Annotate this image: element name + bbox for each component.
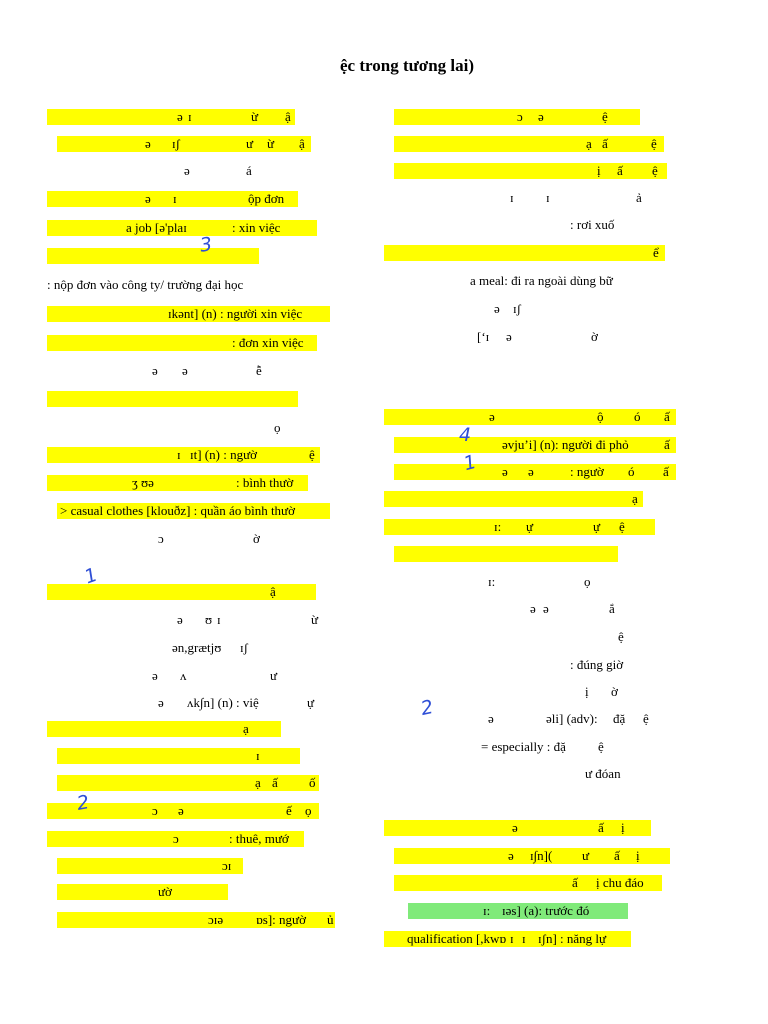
text-fragment: a job [ə'plaɪ	[126, 220, 187, 235]
right-line	[0, 136, 768, 152]
handwritten-number: 2	[75, 791, 91, 815]
text-fragment: ệ	[643, 711, 649, 726]
text-fragment: ɪ	[217, 612, 221, 627]
text-fragment: ə	[158, 695, 164, 710]
text-fragment: ʌ	[180, 668, 187, 683]
text-fragment: ư	[246, 136, 254, 151]
right-line	[0, 657, 768, 673]
text-fragment: əvju’i] (n): người đi phỏ	[502, 437, 629, 452]
text-fragment: ə	[145, 191, 151, 206]
text-fragment: ə	[182, 363, 188, 378]
text-fragment: ɪ∫n](	[530, 848, 553, 863]
text-fragment: ậ	[270, 584, 276, 599]
text-fragment: ɪ	[546, 190, 550, 205]
right-line	[0, 574, 768, 590]
text-fragment: = especially : đặ	[481, 739, 566, 754]
right-line	[0, 464, 768, 480]
text-fragment: ạ	[255, 775, 261, 790]
right-line	[0, 409, 768, 425]
text-fragment: : đúng giờ	[570, 657, 624, 672]
text-fragment: : nộp đơn vào công ty/ trường đại học	[47, 277, 244, 292]
text-fragment: ệ	[309, 447, 315, 462]
text-fragment: ə	[528, 464, 534, 479]
text-fragment: ậ	[299, 136, 305, 151]
text-fragment: ə	[530, 601, 536, 616]
highlight-bar	[384, 409, 676, 425]
text-fragment: ừ	[311, 612, 319, 627]
text-fragment: ɪ	[510, 190, 514, 205]
right-line	[0, 848, 768, 864]
highlight-bar	[394, 546, 618, 562]
right-line	[0, 711, 768, 727]
text-fragment: ɪʃ	[513, 301, 521, 316]
text-fragment: ị chu đáo	[596, 875, 644, 890]
text-fragment: ấ	[663, 464, 669, 479]
text-fragment: ɪʃn] : năng lự	[538, 931, 607, 946]
left-line	[0, 363, 768, 379]
text-fragment: ự	[307, 695, 315, 710]
text-fragment: ɪ	[188, 109, 192, 124]
text-fragment: ɔɪ	[222, 858, 232, 873]
text-fragment: ị	[621, 820, 625, 835]
right-line	[0, 739, 768, 755]
text-fragment: ən,grætjʊ	[172, 640, 222, 655]
right-line	[0, 684, 768, 700]
text-fragment: ừ	[251, 109, 259, 124]
text-fragment: ệ	[602, 109, 608, 124]
right-line	[0, 601, 768, 617]
text-fragment: ấ	[572, 875, 578, 890]
text-fragment: ệ	[651, 136, 657, 151]
text-fragment: ə	[489, 409, 495, 424]
text-fragment: ə	[506, 329, 512, 344]
text-fragment: ɪ:	[483, 903, 491, 918]
text-fragment: ó	[634, 409, 641, 424]
text-fragment: ə	[538, 109, 544, 124]
text-fragment: ế	[286, 803, 292, 818]
text-fragment: : xin việc	[232, 220, 281, 235]
text-fragment: ɔɪə	[208, 912, 224, 927]
text-fragment: ɒs]: ngườ	[256, 912, 306, 927]
text-fragment: ɔ	[158, 531, 164, 546]
text-fragment: ə	[177, 612, 183, 627]
text-fragment: ə	[543, 601, 549, 616]
highlight-bar	[384, 245, 665, 261]
right-line	[0, 820, 768, 836]
text-fragment: ấ	[272, 775, 278, 790]
right-line	[0, 903, 768, 919]
text-fragment: ễ	[256, 363, 262, 378]
text-fragment: ó	[628, 464, 635, 479]
right-line	[0, 163, 768, 179]
text-fragment: ɪ	[522, 931, 526, 946]
text-fragment: a meal: đi ra ngoài dùng bữ	[470, 273, 613, 288]
text-fragment: : ngườ	[570, 464, 604, 479]
text-fragment: ʌk∫n] (n) : việ	[187, 695, 259, 710]
text-fragment: ə	[178, 803, 184, 818]
text-fragment: ấ	[664, 437, 670, 452]
text-fragment: > casual clothes [klouðz] : quần áo bình thườ	[60, 503, 295, 518]
handwritten-number: 1	[81, 563, 101, 589]
text-fragment: [‘ɪ	[477, 329, 490, 344]
text-fragment: ọ	[305, 803, 312, 818]
text-fragment: : đơn xin việc	[232, 335, 304, 350]
right-line	[0, 217, 768, 233]
left-line	[0, 391, 768, 407]
text-fragment: ɪʃ	[240, 640, 248, 655]
text-fragment: ườ	[158, 884, 172, 899]
text-fragment: ɪ	[510, 931, 514, 946]
text-fragment: ờ	[253, 531, 260, 546]
text-fragment: qualification [,kwɒ	[407, 931, 507, 946]
right-line	[0, 491, 768, 507]
right-line	[0, 519, 768, 535]
right-line	[0, 629, 768, 645]
text-fragment: ə	[177, 109, 183, 124]
left-line	[0, 803, 768, 819]
right-line	[0, 273, 768, 289]
text-fragment: ấ	[617, 163, 623, 178]
right-line	[0, 766, 768, 782]
text-fragment: ə	[494, 301, 500, 316]
text-fragment: ạ	[243, 721, 249, 736]
text-fragment: ɪʃ	[172, 136, 180, 151]
text-fragment: ɔ	[152, 803, 158, 818]
text-fragment: ư	[582, 848, 590, 863]
handwritten-number: 4	[459, 424, 472, 446]
page-title: ệc trong tương lai)	[340, 56, 475, 75]
text-fragment: ɪ	[256, 748, 260, 763]
right-line	[0, 329, 768, 345]
text-fragment: ʊ	[205, 612, 213, 627]
text-fragment: ị	[597, 163, 601, 178]
text-fragment: ủ	[327, 912, 334, 927]
highlight-bar	[394, 163, 667, 179]
text-fragment: ệ	[619, 519, 625, 534]
text-fragment: ư đóan	[585, 766, 621, 781]
text-fragment: ɪəs] (a): trước đó	[502, 903, 590, 918]
text-fragment: ə	[152, 363, 158, 378]
text-fragment: ọ	[274, 420, 281, 435]
right-line	[0, 437, 768, 453]
text-fragment: ự	[593, 519, 601, 534]
text-fragment: ị	[636, 848, 640, 863]
text-fragment: ɪkənt] (n) : người xin việc	[168, 306, 303, 321]
right-line	[0, 190, 768, 206]
text-fragment: : thuê, mướ	[229, 831, 289, 846]
text-fragment: ɔ	[173, 831, 179, 846]
text-fragment: ɪ:	[488, 574, 496, 589]
text-fragment: ờ	[611, 684, 618, 699]
text-fragment: ậ	[285, 109, 291, 124]
text-fragment: ố	[309, 775, 316, 790]
text-fragment: ấ	[614, 848, 620, 863]
text-fragment: ệ	[598, 739, 604, 754]
text-fragment: əli] (adv):	[546, 711, 598, 726]
text-fragment: ɪ:	[494, 519, 502, 534]
handwritten-number: 1	[461, 450, 479, 476]
text-fragment: ạ	[586, 136, 592, 151]
text-fragment: ư	[270, 668, 278, 683]
right-line	[0, 931, 768, 947]
text-fragment: ə	[508, 848, 514, 863]
text-fragment: ự	[526, 519, 534, 534]
text-fragment: á	[246, 163, 252, 178]
text-fragment: : bình thườ	[236, 475, 294, 490]
text-fragment: ə	[145, 136, 151, 151]
text-fragment: ə	[488, 711, 494, 726]
text-fragment: ə	[502, 464, 508, 479]
right-line	[0, 546, 768, 562]
highlight-bar	[394, 136, 664, 152]
highlight-bar	[384, 519, 655, 535]
right-line	[0, 109, 768, 125]
text-fragment: ắ	[609, 601, 615, 616]
highlight-bar	[384, 491, 643, 507]
text-fragment: ə	[152, 668, 158, 683]
text-fragment: đặ	[613, 711, 626, 726]
text-fragment: ấ	[602, 136, 608, 151]
text-fragment: ạ	[632, 491, 638, 506]
text-fragment: ờ	[591, 329, 598, 344]
text-fragment: ừ	[267, 136, 275, 151]
text-fragment: ọ	[584, 574, 591, 589]
right-line	[0, 245, 768, 261]
highlight-bar	[47, 391, 298, 407]
text-fragment: ệ	[618, 629, 624, 644]
text-fragment: ộp đơn	[248, 191, 285, 206]
text-fragment: ɪ	[173, 191, 177, 206]
handwritten-number: 2	[418, 695, 436, 721]
text-fragment: ɪt] (n) : ngườ	[190, 447, 257, 462]
text-fragment: ấ	[598, 820, 604, 835]
text-fragment: : rơi xuố	[570, 217, 615, 232]
text-fragment: ə	[184, 163, 190, 178]
text-fragment: ấ	[664, 409, 670, 424]
text-fragment: ể	[653, 245, 659, 260]
text-fragment: ộ	[597, 409, 604, 424]
handwritten-number: 3	[198, 233, 214, 257]
text-fragment: ɪ	[177, 447, 181, 462]
text-fragment: ʒ ʊə	[132, 475, 154, 490]
right-line	[0, 301, 768, 317]
text-fragment: ị	[585, 684, 589, 699]
text-fragment: ə	[512, 820, 518, 835]
text-fragment: ả	[636, 190, 642, 205]
text-fragment: ệ	[652, 163, 658, 178]
text-fragment: ɔ	[517, 109, 523, 124]
right-line	[0, 875, 768, 891]
